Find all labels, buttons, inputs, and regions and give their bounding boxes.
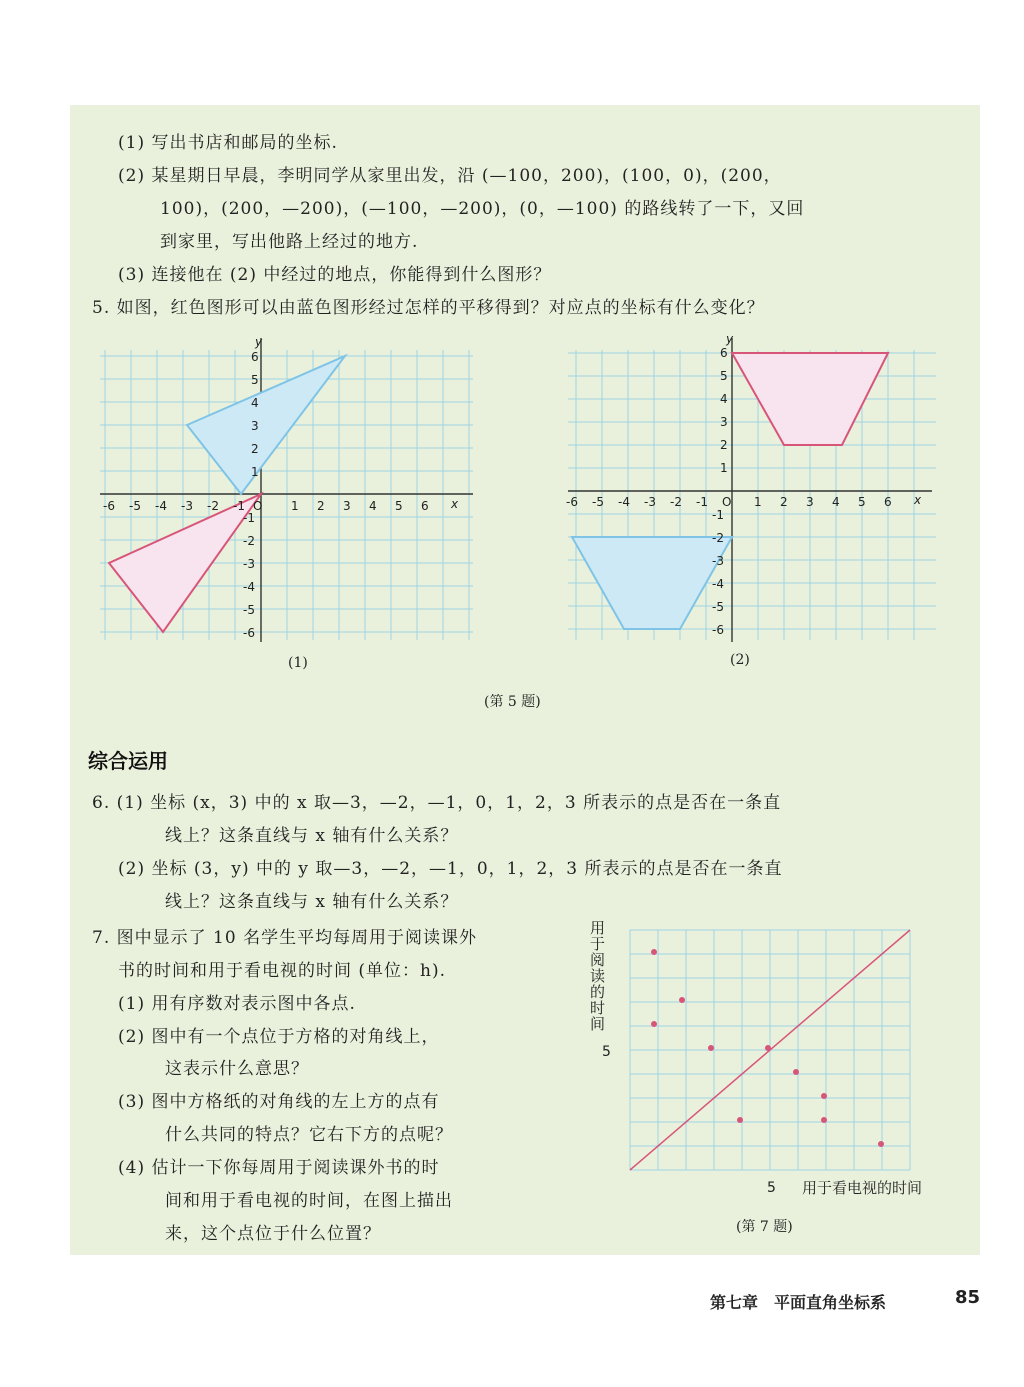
svg-text:-2: -2: [207, 499, 219, 513]
svg-text:1: 1: [720, 461, 728, 475]
svg-text:2: 2: [317, 499, 325, 513]
svg-text:3: 3: [251, 419, 259, 433]
data-point: [765, 1045, 771, 1051]
svg-text:-6: -6: [243, 626, 255, 640]
figure-7-y5: 5: [602, 1044, 611, 1060]
svg-text:4: 4: [832, 495, 840, 509]
question-6-2-line2: 线上？这条直线与 x 轴有什么关系？: [165, 892, 459, 912]
svg-text:1: 1: [291, 499, 299, 513]
data-point: [821, 1093, 827, 1099]
question-7-1: (1) 用有序数对表示图中各点.: [118, 994, 356, 1014]
svg-text:2: 2: [720, 438, 728, 452]
question-7-4-line2: 间和用于看电视的时间，在图上描出: [165, 1191, 453, 1211]
svg-text:x: x: [451, 497, 459, 511]
svg-text:6: 6: [251, 350, 259, 364]
data-point: [651, 949, 657, 955]
svg-text:6: 6: [421, 499, 429, 513]
page-number: 85: [955, 1287, 981, 1308]
figure-7-xlabel: 用于看电视的时间: [802, 1179, 923, 1197]
figure-5-2: [560, 330, 940, 650]
svg-text:O: O: [722, 495, 732, 509]
svg-text:6: 6: [884, 495, 892, 509]
data-point: [737, 1117, 743, 1123]
data-point: [708, 1045, 714, 1051]
question-7-4-line3: 来，这个点位于什么位置？: [165, 1224, 381, 1244]
svg-text:-4: -4: [712, 577, 724, 591]
figure-5-1: [95, 330, 475, 650]
question-7-line2: 书的时间和用于看电视的时间 (单位：h).: [118, 961, 447, 981]
svg-text:-6: -6: [712, 623, 724, 637]
svg-text:-5: -5: [129, 499, 141, 513]
svg-text:-2: -2: [712, 531, 724, 545]
svg-text:-5: -5: [712, 600, 724, 614]
svg-text:-5: -5: [592, 495, 604, 509]
section-title: 综合运用: [88, 749, 168, 773]
svg-text:-1: -1: [712, 508, 724, 522]
question-7-2-line2: 这表示什么意思？: [165, 1059, 309, 1079]
svg-text:O: O: [253, 499, 263, 513]
svg-text:-6: -6: [566, 495, 578, 509]
question-7-3-line1: (3) 图中方格纸的对角线的左上方的点有: [118, 1092, 440, 1112]
svg-text:x: x: [914, 493, 922, 507]
chapter-title: 第七章 平面直角坐标系: [710, 1293, 887, 1312]
svg-text:y: y: [255, 335, 263, 349]
svg-text:-4: -4: [618, 495, 630, 509]
svg-text:4: 4: [251, 396, 259, 410]
svg-text:-3: -3: [644, 495, 656, 509]
svg-text:-1: -1: [696, 495, 708, 509]
question-6-2-line1: (2) 坐标 (3，y) 中的 y 取—3，—2，—1，0，1，2，3 所表示的点是否在一条直: [118, 859, 783, 879]
question-4-2-line2: 100)，(200，—200)，(—100，—200)，(0，—100) 的路线转了一下，又回: [160, 199, 805, 219]
question-4-2-line1: (2) 某星期日早晨，李明同学从家里出发，沿 (—100，200)，(100，0)，(200，: [118, 166, 782, 186]
svg-text:y: y: [726, 332, 734, 346]
figure-5-1-caption: (1): [288, 655, 308, 671]
svg-text:-3: -3: [181, 499, 193, 513]
svg-text:3: 3: [806, 495, 814, 509]
svg-text:-2: -2: [670, 495, 682, 509]
figure-5-caption: (第 5 题): [484, 694, 541, 710]
svg-text:-1: -1: [243, 511, 255, 525]
question-4-2-line3: 到家里，写出他路上经过的地方.: [160, 232, 419, 252]
question-7-2-line1: (2) 图中有一个点位于方格的对角线上，: [118, 1027, 440, 1047]
svg-text:-3: -3: [712, 554, 724, 568]
svg-text:5: 5: [720, 369, 728, 383]
svg-text:5: 5: [251, 373, 259, 387]
data-point: [793, 1069, 799, 1075]
svg-text:2: 2: [780, 495, 788, 509]
svg-text:-5: -5: [243, 603, 255, 617]
figure-5-2-caption: (2): [730, 652, 750, 668]
svg-text:4: 4: [369, 499, 377, 513]
svg-text:3: 3: [720, 415, 728, 429]
figure-7-x5: 5: [767, 1180, 776, 1196]
svg-text:-6: -6: [103, 499, 115, 513]
question-7-3-line2: 什么共同的特点？它右下方的点呢？: [165, 1125, 453, 1145]
figure-7: [625, 925, 915, 1180]
data-point: [679, 997, 685, 1003]
svg-text:-3: -3: [243, 557, 255, 571]
svg-text:-4: -4: [243, 580, 255, 594]
question-7-line1: 7. 图中显示了 10 名学生平均每周用于阅读课外: [92, 928, 478, 948]
question-6-1-line2: 线上？这条直线与 x 轴有什么关系？: [165, 826, 459, 846]
svg-text:2: 2: [251, 442, 259, 456]
svg-text:1: 1: [251, 465, 259, 479]
question-4-3: (3) 连接他在 (2) 中经过的地点，你能得到什么图形？: [118, 265, 552, 285]
figure-7-ylabel: 用于阅读的时间: [590, 919, 606, 1033]
question-5: 5. 如图，红色图形可以由蓝色图形经过怎样的平移得到？对应点的坐标有什么变化？: [92, 298, 765, 318]
svg-text:-2: -2: [243, 534, 255, 548]
svg-text:5: 5: [858, 495, 866, 509]
svg-text:1: 1: [754, 495, 762, 509]
data-point: [651, 1021, 657, 1027]
svg-text:5: 5: [395, 499, 403, 513]
svg-text:6: 6: [720, 346, 728, 360]
data-point: [821, 1117, 827, 1123]
svg-text:4: 4: [720, 392, 728, 406]
figure-7-caption: (第 7 题): [736, 1219, 793, 1235]
svg-text:-4: -4: [155, 499, 167, 513]
question-4-1: (1) 写出书店和邮局的坐标.: [118, 133, 338, 153]
question-7-4-line1: (4) 估计一下你每周用于阅读课外书的时: [118, 1158, 440, 1178]
question-6-1-line1: 6. (1) 坐标 (x，3) 中的 x 取—3，—2，—1，0，1，2，3 所表示的点是否在一条直: [92, 793, 782, 813]
svg-text:-1: -1: [233, 499, 245, 513]
svg-text:3: 3: [343, 499, 351, 513]
data-point: [878, 1141, 884, 1147]
